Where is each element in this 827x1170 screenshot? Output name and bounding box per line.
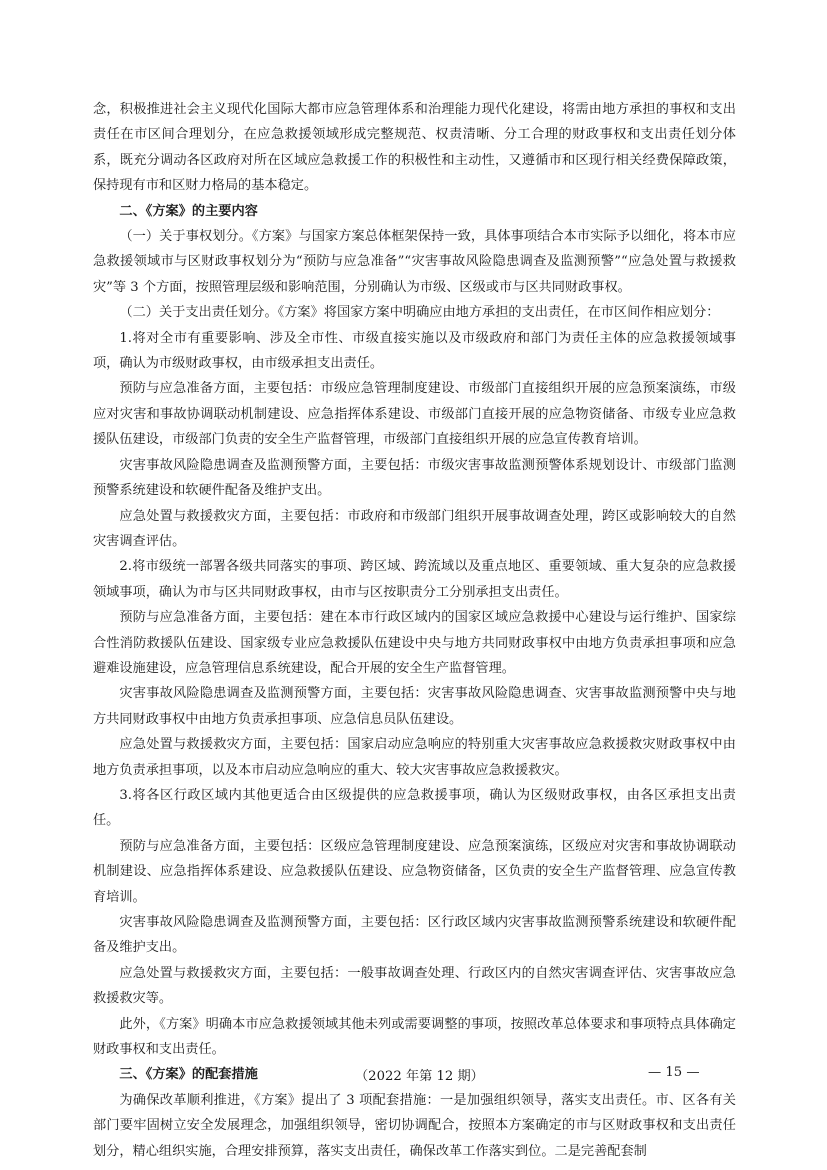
issue-label: （2022 年第 12 期）	[355, 1069, 484, 1084]
paragraph: （一）关于事权划分。《方案》与国家方案总体框架保持一致，具体事项结合本市实际予以细化，将本市应急救援领域市与区财政事权划分为“预防与应急准备”“灾害事故风险隐患调查及监测预警”“应急处置与救援救灾”等 3 个方面，按照管理层级和影响范围，分别确认为市级、区级或市与区共同财政事权。	[93, 229, 736, 295]
paragraph: 2.将市级统一部署各级共同落实的事项、跨区域、跨流域以及重点地区、重要领域、重大复杂的应急救援领域事项，确认为市与区共同财政事权，由市与区按职责分工分别承担支出责任。	[93, 559, 736, 600]
section-heading: 三、《方案》的配套措施	[119, 1067, 258, 1083]
paragraph: 应急处置与救援救灾方面，主要包括：市政府和市级部门组织开展事故调查处理，跨区或影响较大的自然灾害调查评估。	[93, 508, 736, 549]
paragraph: 为确保改革顺利推进，《方案》提出了 3 项配套措施：一是加强组织领导，落实支出责任。市、区各有关部门要牢固树立安全发展理念，加强组织领导，密切协调配合，按照本方案确定的市与区财政事权和支出责任划分，精心组织实施，合理安排预算，落实支出责任，确保改革工作落实到位。二是完善配套制	[93, 1092, 736, 1159]
paragraph: 念，积极推进社会主义现代化国际大都市应急管理体系和治理能力现代化建设，将需由地方承担的事权和支出责任在市区间合理划分，在应急救援领域形成完整规范、权责清晰、分工合理的财政事权和支出责任划分体系，既充分调动各区政府对所在区域应急救援工作的积极性和主动性，又遵循市和区现行相关经费保障政策，保持现有市和区财力格局的基本稳定。	[93, 102, 736, 194]
paragraph: 灾害事故风险隐患调查及监测预警方面，主要包括：区行政区域内灾害事故监测预警系统建设和软硬件配备及维护支出。	[93, 915, 736, 956]
paragraph: 1.将对全市有重要影响、涉及全市性、市级直接实施以及市级政府和部门为责任主体的应急救援领域事项，确认为市级财政事权，由市级承担支出责任。	[93, 330, 736, 372]
paragraph: 预防与应急准备方面，主要包括：建在本市行政区域内的国家区域应急救援中心建设与运行维护、国家综合性消防救援队伍建设、国家级专业应急救援队伍建设中央与地方共同财政事权中由地方负责承担事项和应急避难设施建设，应急管理信息系统建设，配合开展的安全生产监督管理。	[93, 610, 736, 676]
page-number: — 15 —	[648, 1065, 700, 1080]
paragraph: （二）关于支出责任划分。《方案》将国家方案中明确应由地方承担的支出责任，在市区间作相应划分：	[119, 305, 720, 321]
paragraph: 预防与应急准备方面，主要包括：区级应急管理制度建设、应急预案演练，区级应对灾害和事故协调联动机制建设、应急指挥体系建设、应急救援队伍建设、应急物资储备，区负责的安全生产监督管理、应急宣传教育培训。	[93, 838, 736, 905]
paragraph: 此外，《方案》明确本市应急救援领域其他未列或需要调整的事项，按照改革总体要求和事项特点具体确定财政事权和支出责任。	[93, 1016, 736, 1058]
document-body	[93, 97, 736, 1164]
paragraph: 应急处置与救援救灾方面，主要包括：一般事故调查处理、行政区内的自然灾害调查评估、灾害事故应急救援救灾等。	[93, 965, 736, 1007]
paragraph: 灾害事故风险隐患调查及监测预警方面，主要包括：市级灾害事故监测预警体系规划设计、市级部门监测预警系统建设和软硬件配备及维护支出。	[93, 457, 736, 499]
paragraph: 灾害事故风险隐患调查及监测预警方面，主要包括：灾害事故风险隐患调查、灾害事故监测预警中央与地方共同财政事权中由地方负责承担事项、应急信息员队伍建设。	[93, 686, 736, 727]
paragraph: 3.将各区行政区域内其他更适合由区级提供的应急救援事项，确认为区级财政事权，由各区承担支出责任。	[93, 787, 736, 829]
section-heading: 二、《方案》的主要内容	[119, 203, 258, 219]
paragraph: 预防与应急准备方面，主要包括：市级应急管理制度建设、市级部门直接组织开展的应急预案演练，市级应对灾害和事故协调联动机制建设、应急指挥体系建设、市级部门直接开展的应急物资储备、市级专业应急救援队伍建设，市级部门负责的安全生产监督管理，市级部门直接组织开展的应急宣传教育培训。	[93, 381, 736, 448]
paragraph: 应急处置与救援救灾方面，主要包括：国家启动应急响应的特别重大灾害事故应急救援救灾财政事权中由地方负责承担事项，以及本市启动应急响应的重大、较大灾害事故应急救援救灾。	[93, 737, 736, 778]
page-footer	[0, 1065, 827, 1089]
